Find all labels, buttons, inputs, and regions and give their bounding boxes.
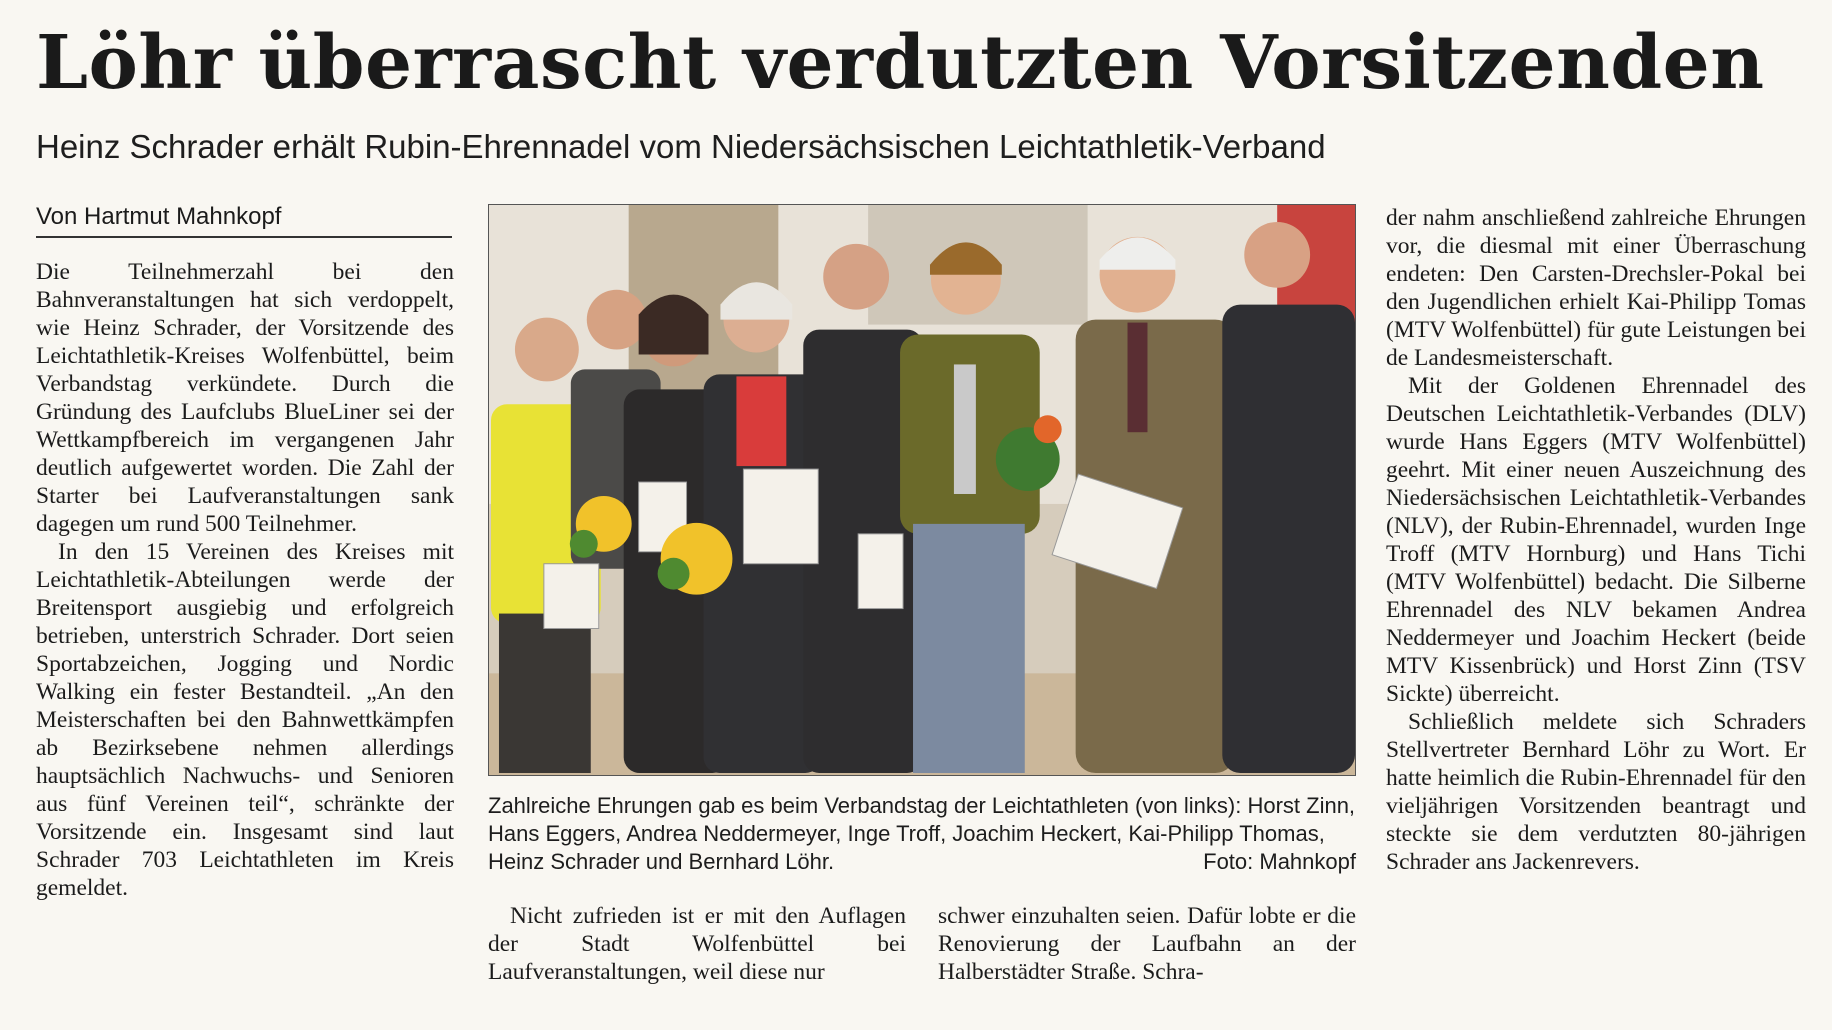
paragraph: der nahm anschließend zahlreiche Ehrungen vor, die diesmal mit einer Überraschung endeten: Den Carsten-Drechsler-Pokal bei den Jugendlichen erhielt Kai-Philipp Tomas (MTV Wolfenbüttel) für gute Leistungen bei de Landesmeisterschaft. xyxy=(1386,205,1806,371)
photo-caption xyxy=(488,792,1356,876)
group-photo-illustration xyxy=(489,205,1355,775)
article-column-3 xyxy=(938,902,1356,986)
byline: Von Hartmut Mahnkopf xyxy=(36,200,452,238)
paragraph: Nicht zufrieden ist er mit den Auflagen der Stadt Wolfenbüttel bei Laufveranstaltungen, weil diese nur xyxy=(488,903,906,985)
paragraph: In den 15 Vereinen des Kreises mit Leichtathletik-Abteilungen werde der Breitensport ausgiebig und erfolgreich betrieben, unterstrich Schrader. Dort seien Sportabzeichen, Jogging und Nordic Walking ein fester Bestandteil. „An den Meisterschaften bei den Bahnwettkämpfen ab Bezirksebene nehmen allerdings hauptsächlich Nachwuchs- und Senioren aus fünf Vereinen teil“, schränkte der Vorsitzende ein. Insgesamt sind laut Schrader 703 Leichtathleten im Kreis gemeldet. xyxy=(36,539,454,901)
paragraph: Mit der Goldenen Ehrennadel des Deutschen Leichtathletik-Verbandes (DLV) wurde Hans Eggers (MTV Wolfenbüttel) geehrt. Mit einer neuen Auszeichnung des Niedersächsischen Leichtathletik-Verbandes (NLV), der Rubin-Ehrennadel, wurden Inge Troff (MTV Hornburg) und Hans Tichi (MTV Wolfenbüttel) bedacht. Die Silberne Ehrennadel des NLV bekamen Andrea Neddermeyer und Joachim Heckert (beide MTV Kissenbrück) und Horst Zinn (TSV Sickte) überreicht. xyxy=(1386,373,1806,707)
article-column-2 xyxy=(488,902,906,986)
subheadline: Heinz Schrader erhält Rubin-Ehrennadel vom Niedersächsischen Leichtathletik-Verband xyxy=(36,128,1326,165)
paragraph: Schließlich meldete sich Schraders Stellvertreter Bernhard Löhr zu Wort. Er hatte heimlich die Rubin-Ehrennadel für den vieljährigen Vorsitzenden beantragt und steckte sie dem verdutzten 80-jährigen Schrader ans Jackenrevers. xyxy=(1386,709,1806,875)
paragraph: Die Teilnehmerzahl bei den Bahnveranstaltungen hat sich verdoppelt, wie Heinz Schrader, der Vorsitzende des Leichtathletik-Kreises Wolfenbüttel, beim Verbandstag verkündete. Durch die Gründung des Laufclubs BlueLiner sei der Wettkampfbereich im vergangenen Jahr deutlich aufgewertet worden. Die Zahl der Starter bei Laufveranstaltungen sank dagegen um rund 500 Teilnehmer. xyxy=(36,259,454,537)
photo-credit: Foto: Mahnkopf xyxy=(1203,849,1356,874)
article-column-4 xyxy=(1386,204,1806,876)
headline: Löhr überrascht verdutzten Vorsitzenden xyxy=(36,20,1765,106)
article-column-1 xyxy=(36,258,454,902)
group-photo xyxy=(488,204,1356,776)
paragraph: schwer einzuhalten seien. Dafür lobte er die Renovierung der Laufbahn an der Halberstädter Straße. Schra- xyxy=(938,903,1356,985)
caption-text: Zahlreiche Ehrungen gab es beim Verbandstag der Leichtathleten (von links): Horst Zinn, Hans Eggers, Andrea Neddermeyer, Inge Troff, Joachim Heckert, Kai-Philipp Thomas, Heinz Schrader und Bernhard Löhr. xyxy=(488,793,1356,874)
